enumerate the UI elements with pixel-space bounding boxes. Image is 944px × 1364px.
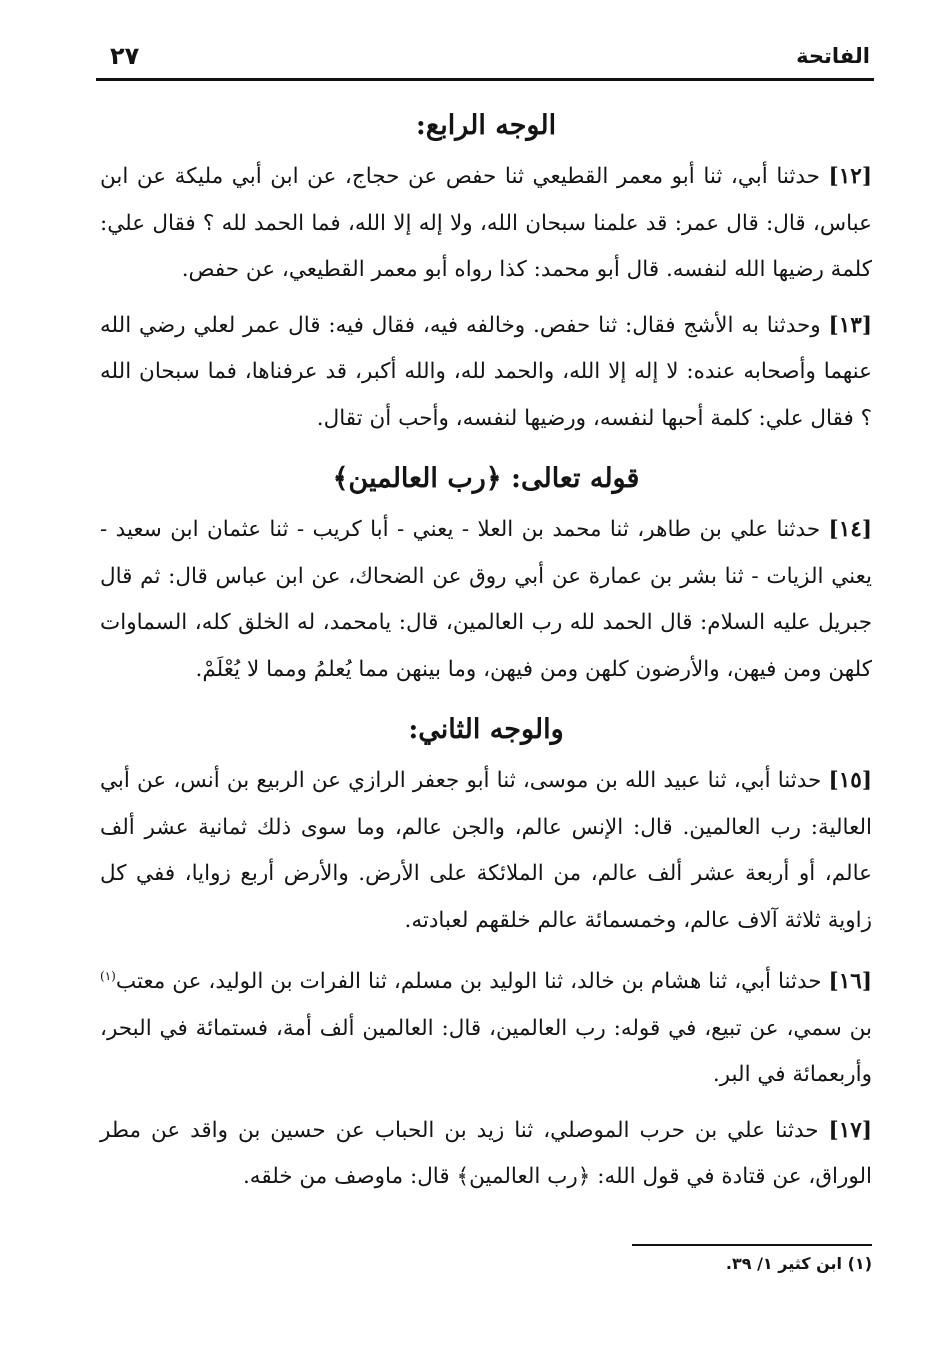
paragraph-16 [100,953,872,1099]
paragraph-text: حدثنا علي بن طاهر، ثنا محمد بن العلا - يعني - أبا كريب - ثنا عثمان ابن سعيد - يعني الزيات - ثنا بشر بن عمارة عن أبي روق عن الضحاك، عن ابن عباس قال: ثم قال جبريل عليه السلام: قال الحمد لله رب العالمين، قال: يامحمد، له الخلق كله، السماوات كلهن ومن فيهن، والأرضون كلهن ومن فيهن، وما بينهن مما يُعلمُ ومما لا يُعْلَمْ. [100,517,872,682]
section-heading: الوجه الرابع: [415,110,557,141]
footnote: (١) ابن كثير ١/ ٣٩. [725,1254,872,1273]
paragraph-13 [100,303,872,443]
paragraph-12 [100,154,872,294]
paragraph-number: [١٥] [828,768,872,793]
header-rule [96,78,874,81]
footnote-marker: (١) [100,969,116,983]
paragraph-text: حدثنا أبي، ثنا هشام بن خالد، ثنا الوليد بن مسلم، ثنا الفرات بن الوليد، عن معتب [115,969,829,995]
footnote-rule [632,1244,872,1246]
paragraph-number: [١٤] [828,517,872,542]
paragraph-number: [١٦] [828,969,872,995]
paragraph-text: حدثنا أبي، ثنا أبو معمر القطيعي ثنا حفص عن حجاج، عن ابن أبي مليكة عن ابن عباس، قال: قال عمر: قد علمنا سبحان الله، ولا إله إلا الله، فما الحمد لله ؟ فقال علي: كلمة رضيها الله لنفسه. قال أبو محمد: كذا رواه أبو معمر القطيعي، عن حفص. [100,164,872,282]
paragraph-text: حدثنا علي بن حرب الموصلي، ثنا زيد بن الحباب عن حسين بن واقد عن مطر الوراق، عن قتادة في قول الله: ﴿رب العالمين﴾ قال: ماوصف من خلقه. [100,1117,872,1190]
page-body [100,98,872,1210]
paragraph-15 [100,758,872,944]
running-title: الفاتحة [796,44,870,68]
paragraph-text-continued: بن سمي، عن تبيع، في قوله: رب العالمين، قال: العالمين ألف أمة، فستمائة في البحر، وأربعمائة في البر. [100,1015,872,1088]
page-number: ٢٧ [110,42,140,70]
paragraph-text: وحدثنا به الأشج فقال: ثنا حفص. وخالفه فيه، فقال فيه: قال عمر لعلي رضي الله عنهما وأصحابه عنده: لا إله إلا الله، والحمد لله، والله أكبر، قد عرفناها، فما سبحان الله ؟ فقال علي: كلمة أحبها لنفسه، ورضيها لنفسه، وأحب أن تقال. [100,312,872,431]
section-heading: والوجه الثاني: [408,714,564,745]
paragraph-text: حدثنا أبي، ثنا عبيد الله بن موسى، ثنا أبو جعفر الرازي عن الربيع بن أنس، عن أبي العالية: رب العالمين. قال: الإنس عالم، والجن عالم، وما سوى ذلك ثمانية عشر ألف عالم، أو أربعة عشر ألف عالم، من الملائكة على الأرض. والأرض أربع زوايا، ففي كل زاوية ثلاثة آلاف عالم، وخمسمائة عالم خلقهم لعبادته. [100,768,872,933]
paragraph-number: [١٣] [828,312,872,338]
page-header [96,38,872,78]
paragraph-14 [100,507,872,693]
paragraph-17 [100,1108,872,1201]
paragraph-number: [١٧] [828,1117,872,1143]
section-heading: قوله تعالى: ﴿رب العالمين﴾ [332,463,640,494]
paragraph-number: [١٢] [828,164,872,189]
